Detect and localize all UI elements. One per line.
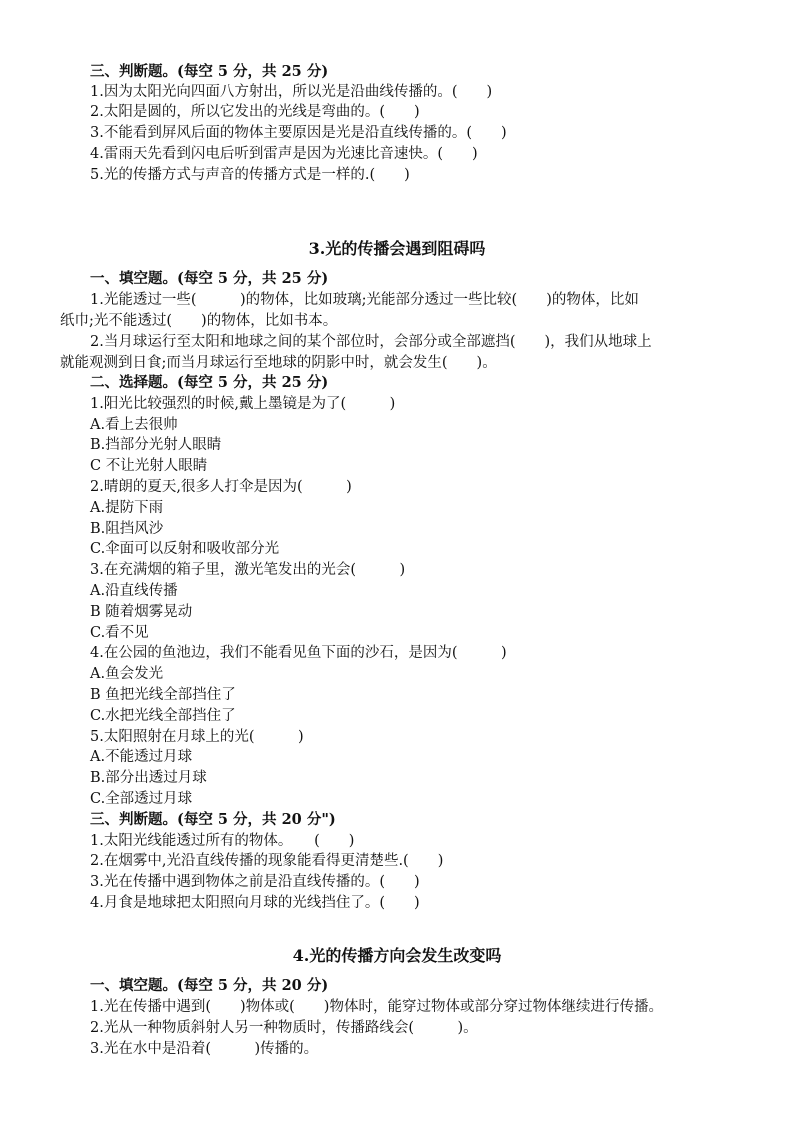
question-item: 4.雷雨天先看到闪电后听到雷声是因为光速比音速快。( ) — [90, 146, 478, 162]
section-heading: 三、判断题。(每空 5 分，共 20 分") — [90, 811, 336, 828]
choice-option: C.全部透过月球 — [90, 791, 193, 807]
question-item: 1.太阳光线能透过所有的物体。 ( ) — [90, 833, 355, 849]
question-item: 1.因为太阳光向四面八方射出，所以光是沿曲线传播的。( ) — [90, 84, 493, 100]
choice-option: C.水把光线全部挡住了 — [90, 708, 236, 724]
choice-option: A.不能透过月球 — [90, 749, 193, 765]
question-item: 5.太阳照射在月球上的光( ) — [90, 729, 304, 745]
question-item: 1.光在传播中遇到( )物体或( )物体时，能穿过物体或部分穿过物体继续进行传播。 — [90, 999, 663, 1015]
question-item: 3.不能看到屏风后面的物体主要原因是光是沿直线传播的。( ) — [90, 125, 507, 141]
question-item: 2.光从一种物质斜射人另一种物质时，传播路线会( )。 — [90, 1020, 478, 1036]
section-heading: 二、选择题。(每空 5 分，共 25 分) — [90, 374, 329, 391]
question-item: 2.太阳是圆的，所以它发出的光线是弯曲的。( ) — [90, 104, 420, 120]
question-item: 1.阳光比较强烈的时候,戴上墨镜是为了( ) — [90, 396, 396, 412]
choice-option: B.部分出透过月球 — [90, 770, 207, 786]
question-item: 2.当月球运行至太阳和地球之间的某个部位时，会部分或全部遮挡( )，我们从地球上 — [90, 334, 652, 350]
choice-option: A.沿直线传播 — [90, 583, 178, 599]
choice-option: A.看上去很帅 — [90, 417, 178, 433]
choice-option: C.看不见 — [90, 625, 149, 641]
question-item: 3.光在传播中遇到物体之前是沿直线传播的。( ) — [90, 874, 420, 890]
section-heading: 一、填空题。(每空 5 分，共 25 分) — [90, 270, 329, 287]
question-item: 就能观测到日食;而当月球运行至地球的阴影中时，就会发生( )。 — [60, 355, 497, 371]
choice-option: B.阻挡风沙 — [90, 521, 164, 537]
question-item: 3.在充满烟的箱子里，激光笔发出的光会( ) — [90, 562, 406, 578]
section-heading: 一、填空题。(每空 5 分，共 20 分) — [90, 977, 329, 994]
question-item: 5.光的传播方式与声音的传播方式是一样的.( ) — [90, 167, 410, 183]
question-item: 4.在公园的鱼池边，我们不能看见鱼下面的沙石，是因为( ) — [90, 645, 507, 661]
choice-option: B 随着烟雾晃动 — [90, 604, 193, 620]
question-item: 1.光能透过一些( )的物体，比如玻璃;光能部分透过一些比较( )的物体，比如 — [90, 292, 639, 308]
choice-option: A.提防下雨 — [90, 500, 164, 516]
question-item: 2.在烟雾中,光沿直线传播的现象能看得更清楚些.( ) — [90, 853, 444, 869]
question-item: 纸巾;光不能透过( )的物体，比如书本。 — [60, 313, 338, 329]
question-item: 3.光在水中是沿着( )传播的。 — [90, 1041, 319, 1057]
choice-option: B.挡部分光射人眼睛 — [90, 437, 222, 453]
lesson-title: 3.光的传播会遇到阻碍吗 — [308, 239, 486, 258]
section-heading: 三、判断题。(每空 5 分，共 25 分) — [90, 63, 329, 80]
choice-option: B 鱼把光线全部挡住了 — [90, 687, 236, 703]
choice-option: C.伞面可以反射和吸收部分光 — [90, 541, 280, 557]
question-item: 2.晴朗的夏天,很多人打伞是因为( ) — [90, 479, 352, 495]
lesson-title: 4.光的传播方向会发生改变吗 — [292, 946, 502, 965]
question-item: 4.月食是地球把太阳照向月球的光线挡住了。( ) — [90, 895, 420, 911]
choice-option: A.鱼会发光 — [90, 666, 164, 682]
choice-option: C 不让光射人眼睛 — [90, 458, 208, 474]
